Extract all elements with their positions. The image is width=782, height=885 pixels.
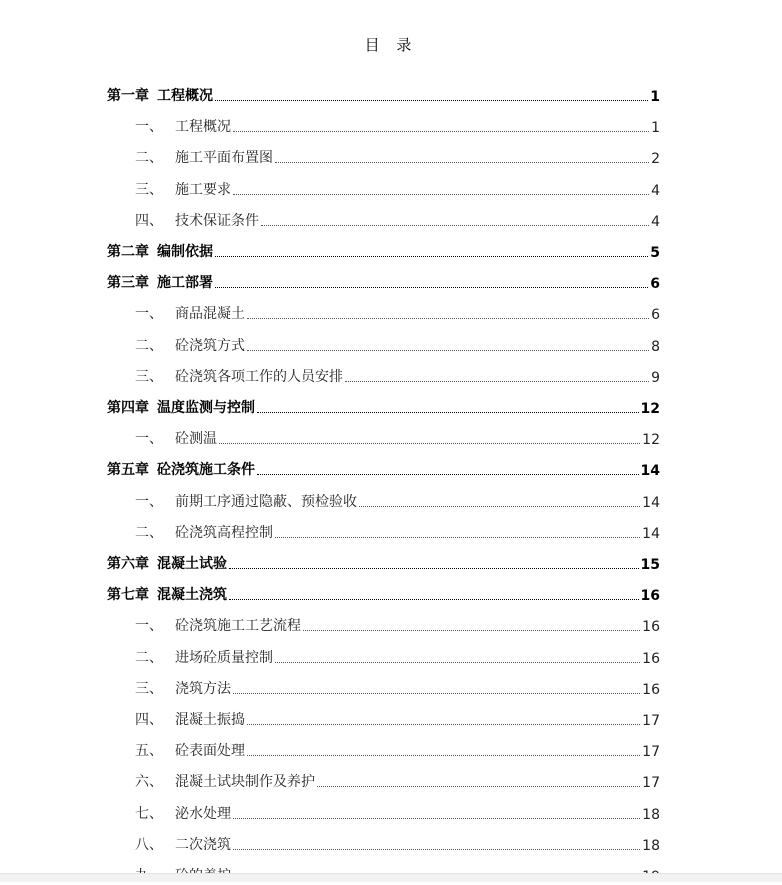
dot-leader — [247, 755, 640, 756]
page-number: 4 — [651, 182, 660, 199]
dot-leader — [261, 225, 649, 226]
page-number: 9 — [651, 369, 660, 386]
toc-section-entry[interactable] — [107, 676, 660, 698]
section-number: 二、 — [135, 150, 163, 167]
entry-title: 砼测温 — [175, 431, 217, 448]
dot-leader — [233, 818, 640, 819]
toc-section-entry[interactable] — [107, 832, 660, 854]
dot-leader — [275, 162, 649, 163]
toc-section-entry[interactable] — [107, 769, 660, 791]
page-number: 4 — [651, 213, 660, 230]
entry-title: 砼浇筑施工条件 — [157, 462, 255, 479]
toc-section-entry[interactable] — [107, 645, 660, 667]
entry-title: 砼表面处理 — [175, 743, 245, 760]
toc-section-entry[interactable] — [107, 177, 660, 199]
toc-chapter-entry[interactable] — [107, 239, 660, 261]
toc-chapter-entry[interactable] — [107, 83, 660, 105]
page-number: 2 — [651, 151, 660, 168]
section-number: 四、 — [135, 712, 163, 728]
section-number: 二、 — [135, 337, 163, 354]
toc-chapter-entry[interactable] — [107, 582, 660, 604]
section-number: 三、 — [135, 680, 163, 697]
dot-leader — [233, 194, 649, 195]
page-number: 17 — [642, 744, 660, 761]
dot-leader — [247, 350, 649, 351]
dot-leader — [345, 381, 649, 382]
page-number: 8 — [651, 338, 660, 355]
section-number: 一、 — [135, 618, 163, 635]
section-number: 八、 — [135, 836, 163, 853]
page-number: 16 — [642, 619, 660, 636]
page-number: 1 — [650, 89, 660, 105]
section-number: 二、 — [135, 524, 163, 541]
page-title: 目 录 — [364, 36, 418, 54]
page-number: 14 — [642, 525, 660, 542]
entry-title: 商品混凝土 — [175, 306, 245, 323]
toc-section-entry[interactable] — [107, 364, 660, 386]
entry-title: 工程概况 — [157, 88, 213, 104]
section-number: 一、 — [135, 119, 163, 136]
chapter-label: 第七章 — [107, 587, 149, 604]
dot-leader — [215, 287, 648, 288]
page-number: 17 — [642, 713, 660, 729]
entry-title: 浇筑方法 — [175, 680, 231, 697]
dot-leader — [247, 724, 640, 725]
page-number: 18 — [642, 837, 660, 854]
entry-title: 混凝土振捣 — [175, 712, 245, 728]
entry-title: 混凝土试验 — [157, 556, 227, 572]
page-number: 14 — [642, 494, 660, 511]
dot-leader — [257, 474, 639, 475]
page-number: 6 — [651, 307, 660, 324]
toc-section-entry[interactable] — [107, 520, 660, 542]
entry-title: 砼浇筑高程控制 — [175, 524, 273, 541]
entry-title: 施工要求 — [175, 181, 231, 198]
entry-title: 工程概况 — [175, 119, 231, 136]
page-number: 1 — [651, 120, 660, 137]
toc-section-entry[interactable] — [107, 801, 660, 823]
chapter-label: 第四章 — [107, 400, 149, 416]
dot-leader — [233, 849, 640, 850]
chapter-label: 第一章 — [107, 88, 149, 104]
page-number: 14 — [640, 463, 660, 480]
page-number: 18 — [642, 806, 660, 823]
toc-chapter-entry[interactable] — [107, 551, 660, 573]
dot-leader — [247, 318, 649, 319]
page-number: 12 — [640, 401, 660, 417]
toc-chapter-entry[interactable] — [107, 270, 660, 292]
entry-title: 混凝土试块制作及养护 — [175, 774, 315, 791]
entry-title: 砼浇筑方式 — [175, 337, 245, 354]
bottom-scroll-bar[interactable] — [0, 873, 782, 882]
entry-title: 混凝土浇筑 — [157, 587, 227, 604]
dot-leader — [229, 599, 639, 600]
page-number: 5 — [650, 245, 660, 261]
section-number: 一、 — [135, 431, 163, 448]
dot-leader — [215, 256, 648, 257]
entry-title: 泌水处理 — [175, 805, 231, 822]
dot-leader — [219, 443, 640, 444]
page-number: 12 — [642, 432, 660, 449]
dot-leader — [229, 568, 639, 569]
section-number: 四、 — [135, 212, 163, 229]
chapter-label: 第三章 — [107, 275, 149, 292]
entry-title: 温度监测与控制 — [157, 400, 255, 416]
page-number: 6 — [650, 276, 660, 293]
toc-section-entry[interactable] — [107, 208, 660, 230]
dot-leader — [215, 100, 648, 101]
dot-leader — [317, 786, 640, 787]
toc-section-entry[interactable] — [107, 114, 660, 136]
page-number: 17 — [642, 775, 660, 792]
section-number: 六、 — [135, 774, 163, 791]
dot-leader — [233, 693, 640, 694]
entry-title: 进场砼质量控制 — [175, 649, 273, 666]
chapter-label: 第二章 — [107, 244, 149, 260]
dot-leader — [233, 131, 649, 132]
entry-title: 砼浇筑施工工艺流程 — [175, 618, 301, 635]
page-number: 15 — [640, 557, 660, 573]
entry-title: 技术保证条件 — [175, 212, 259, 229]
section-number: 一、 — [135, 306, 163, 323]
toc-section-entry[interactable] — [107, 489, 660, 511]
section-number: 二、 — [135, 649, 163, 666]
entry-title: 编制依据 — [157, 244, 213, 260]
dot-leader — [275, 537, 640, 538]
entry-title: 二次浇筑 — [175, 836, 231, 853]
dot-leader — [275, 662, 640, 663]
chapter-label: 第六章 — [107, 556, 149, 572]
toc-section-entry[interactable] — [107, 707, 660, 729]
dot-leader — [359, 506, 640, 507]
section-number: 七、 — [135, 805, 163, 822]
section-number: 一、 — [135, 493, 163, 510]
toc-section-entry[interactable] — [107, 301, 660, 323]
entry-title: 施工平面布置图 — [175, 150, 273, 167]
page-number: 16 — [642, 681, 660, 698]
entry-title: 砼浇筑各项工作的人员安排 — [175, 368, 343, 385]
toc-chapter-entry[interactable] — [107, 457, 660, 479]
dot-leader — [303, 630, 640, 631]
section-number: 三、 — [135, 181, 163, 198]
chapter-label: 第五章 — [107, 462, 149, 479]
page-number: 16 — [642, 650, 660, 667]
toc-section-entry[interactable] — [107, 145, 660, 167]
toc-section-entry[interactable] — [107, 333, 660, 355]
section-number: 三、 — [135, 368, 163, 385]
dot-leader — [257, 412, 639, 413]
page-number: 16 — [640, 588, 660, 605]
toc-section-entry[interactable] — [107, 426, 660, 448]
toc-section-entry[interactable] — [107, 738, 660, 760]
toc-section-entry[interactable] — [107, 613, 660, 635]
entry-title: 施工部署 — [157, 275, 213, 292]
toc-chapter-entry[interactable] — [107, 395, 660, 417]
entry-title: 前期工序通过隐蔽、预检验收 — [175, 493, 357, 510]
section-number: 五、 — [135, 743, 163, 760]
